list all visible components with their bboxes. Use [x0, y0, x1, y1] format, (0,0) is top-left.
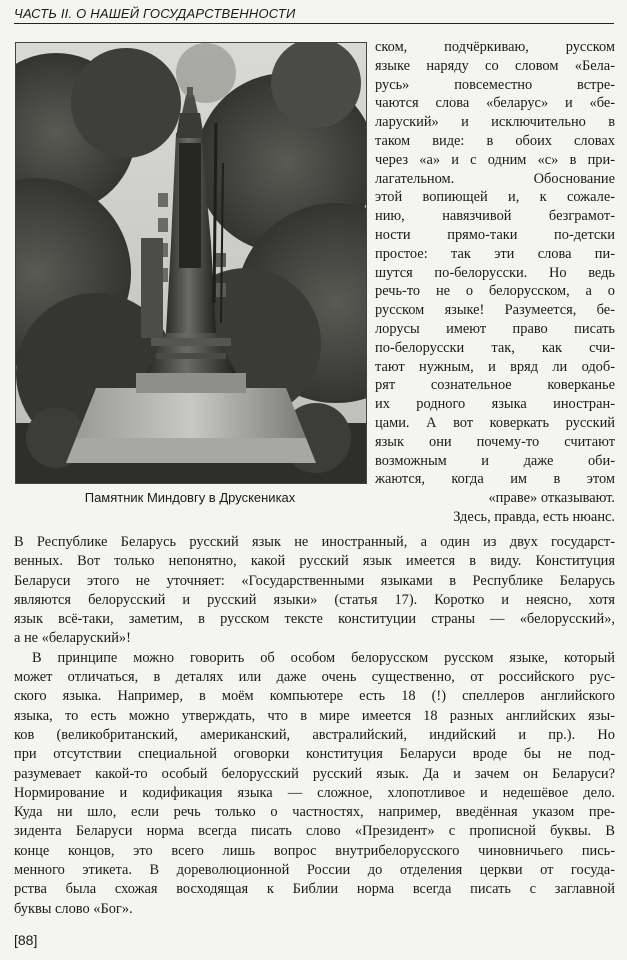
- text-line: рят сознательное коверканье: [375, 377, 615, 394]
- text-line: может отличаться, в деталях или даже очень существенно, от российского рус-: [14, 669, 615, 686]
- text-line: таком виде: в обоих словах: [375, 132, 615, 149]
- text-line: жаются, когда им в этом: [375, 471, 615, 488]
- text-line: русь» повсеместно встре-: [375, 76, 615, 93]
- text-line: ков (великобританский, американский, австралийский, индийский и пр.). Но: [14, 726, 615, 743]
- text-line: Куда ни шло, если речь только о частностях, например, введённая указом пре-: [14, 804, 615, 821]
- text-line: буквы слово «Бог».: [14, 900, 133, 917]
- text-line: по-белорусски так, как счи-: [375, 339, 615, 356]
- monument-photo: [15, 42, 367, 484]
- text-line: венных. Вот только непонятно, какой русский язык имеется в виду. Конституция: [14, 553, 615, 570]
- text-line: ларуский» и исключительно в: [375, 114, 615, 131]
- text-line: их родного языка иностран-: [375, 396, 615, 413]
- text-line: через «а» и с одним «с» в при-: [375, 151, 615, 168]
- text-line: разумевает какой-то особый белорусский русский язык. Да и зачем он Беларуси?: [14, 765, 615, 782]
- body-text: [14, 533, 615, 919]
- text-line: этой вопиющей и, к сожале-: [375, 189, 615, 206]
- text-line: тают нужным, и вряд ли одоб-: [375, 358, 615, 375]
- text-line: цами. А вот коверкать русский: [375, 414, 615, 431]
- text-line: речь-то не о белорусском, а о: [375, 283, 615, 300]
- text-line: менного этикета. В дореволюционной России до отделения церкви от госуда-: [14, 862, 615, 879]
- text-line: русском языке! Разумеется, бе-: [375, 302, 615, 319]
- text-line: языка, то есть можно утверждать, что в мире имеется 18 разных английских язы-: [14, 707, 615, 724]
- text-line: шутся по-белорусски. Но ведь: [375, 264, 615, 281]
- text-line: В Республике Беларусь русский язык не иностранный, а один из двух государст-: [14, 534, 615, 550]
- text-line: лагательном. Обоснование: [375, 170, 615, 187]
- text-line: ности прямо-таки по-детски: [375, 226, 615, 243]
- text-line: Здесь, правда, есть нюанс.: [453, 508, 615, 525]
- text-line: при отсутствии специальной оговорки конституция Беларуси вроде бы не под-: [14, 746, 615, 763]
- text-line: язык они почему-то считают: [375, 433, 615, 450]
- figure-caption: Памятник Миндовгу в Друскениках: [84, 490, 296, 505]
- text-line: ском, подчёркиваю, русском: [375, 39, 615, 55]
- text-line: языке наряду со словом «Бела-: [375, 57, 615, 74]
- text-line: Нормирование и кодификация языка — сложное, хлопотливое и недешёвое дело.: [14, 784, 615, 801]
- text-line: простое: так эти слова пи-: [375, 245, 615, 262]
- text-line: являются белорусский и русский языки» (статья 17). Коротко и неясно, хотя: [14, 591, 615, 608]
- text-line: зидента Беларуси норма всегда писать слово «Президент» с прописной буквы. В: [14, 823, 615, 840]
- text-line: Беларуси этого не уточняет: «Государственными языками в Республике Беларусь: [14, 572, 615, 589]
- running-header: ЧАСТЬ II. О НАШЕЙ ГОСУДАРСТВЕННОСТИ: [14, 6, 614, 24]
- text-line: возможным и даже оби-: [375, 452, 615, 469]
- page-number: [88]: [14, 932, 38, 948]
- text-line: В принципе можно говорить об особом белорусском русском языке, который: [32, 649, 615, 666]
- text-line: язык всё-таки, заметим, в русском тексте конституции страны — «белорусский»,: [14, 611, 615, 628]
- text-line: ского языка. Например, в моём компьютере есть 18 (!) спеллеров английского: [14, 688, 615, 705]
- text-line: конце концов, это всего лишь вопрос внутрибелорусского чиновничьего пись-: [14, 842, 615, 859]
- text-line: рства была схожая восходящая к Библии норма всегда писать с заглавной: [14, 881, 615, 898]
- side-column-text: [375, 38, 615, 527]
- text-line: чаются слова «беларус» и «бе-: [375, 95, 615, 112]
- text-line: лорусы имеют право писать: [375, 320, 615, 337]
- text-line: «праве» отказывают.: [488, 490, 615, 507]
- text-line: а не «беларуский»!: [14, 630, 131, 647]
- text-line: нию, навязчивой безграмот-: [375, 208, 615, 225]
- monument-illustration: [16, 43, 366, 483]
